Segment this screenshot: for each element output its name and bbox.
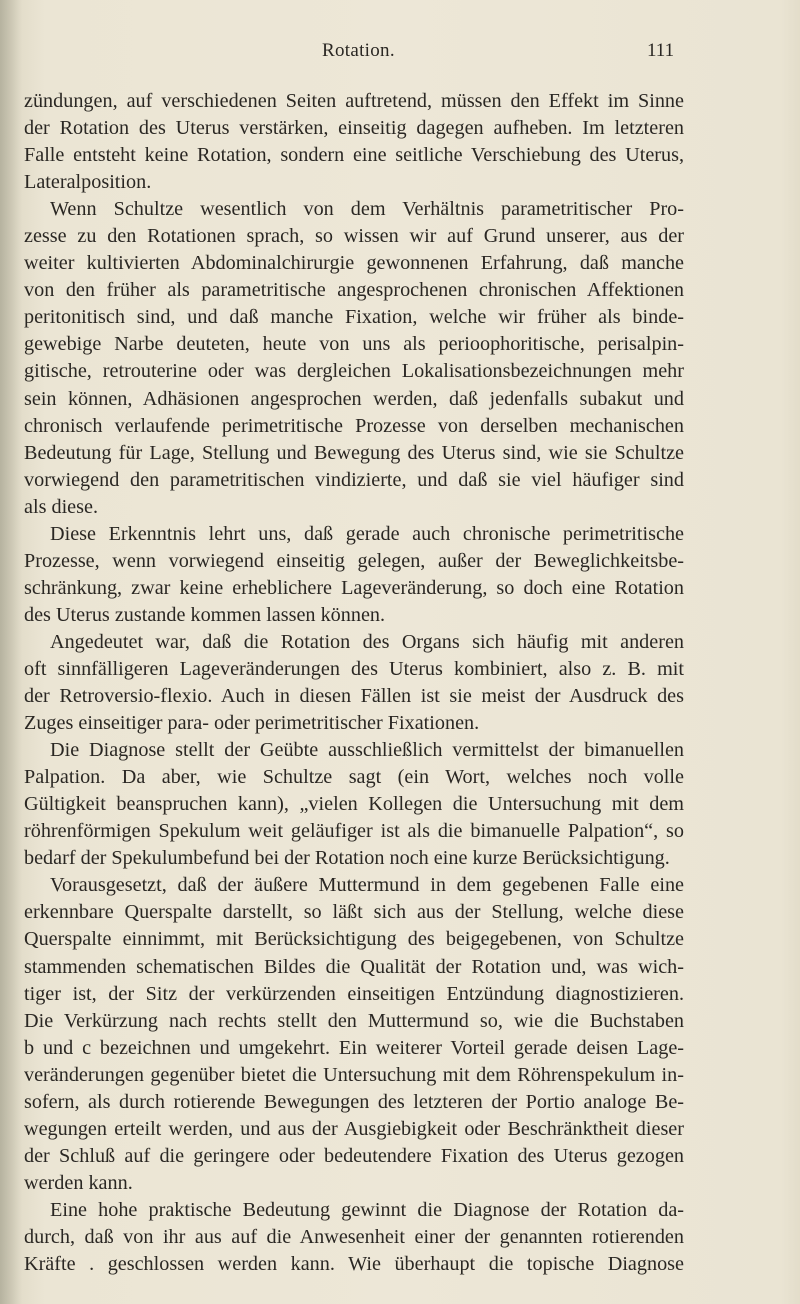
text-line: durch, daß von ihr aus auf die Anwesenheit einer der genannten rotierenden: [24, 1225, 684, 1248]
text-line: der Schluß auf die geringere oder bedeutendere Fixation des Uterus gezogen: [24, 1144, 684, 1167]
text-line: Wenn Schultze wesentlich von dem Verhältnis parametritischer Pro-: [50, 198, 684, 221]
text-line: stammenden schematischen Bildes die Qualität der Rotation und, was wich-: [24, 955, 684, 978]
text-line: Palpation. Da aber, wie Schultze sagt (ein Wort, welches noch volle: [24, 766, 684, 789]
body-text: [24, 88, 684, 1278]
text-line: als diese.: [24, 495, 98, 518]
text-line: von den früher als parametritische angesprochenen chronischen Affektionen: [24, 279, 684, 302]
running-title: Rotation.: [322, 40, 395, 61]
text-line: Angedeutet war, daß die Rotation des Organs sich häufig mit anderen: [50, 630, 684, 653]
text-line: Eine hohe praktische Bedeutung gewinnt die Diagnose der Rotation da-: [50, 1198, 684, 1221]
text-line: sofern, als durch rotierende Bewegungen des letzteren der Portio analoge Be-: [24, 1090, 684, 1113]
text-line: Die Diagnose stellt der Geübte ausschließlich vermittelst der bimanuellen: [50, 739, 684, 762]
text-line: sein können, Adhäsionen angesprochen werden, daß jedenfalls subakut und: [24, 387, 684, 410]
text-line: Vorausgesetzt, daß der äußere Muttermund in dem gegebenen Falle eine: [50, 874, 684, 897]
text-line: bedarf der Spekulumbefund bei der Rotation noch eine kurze Berücksichtigung.: [24, 847, 670, 870]
text-line: Falle entsteht keine Rotation, sondern eine seitliche Verschiebung des Uterus,: [24, 144, 684, 167]
running-head: [0, 40, 800, 70]
text-line: Querspalte einnimmt, mit Berücksichtigung des beigegebenen, von Schultze: [24, 928, 684, 951]
text-line: der Retroversio-flexio. Auch in diesen Fällen ist sie meist der Ausdruck des: [24, 685, 684, 708]
text-line: oft sinnfälligeren Lageveränderungen des Uterus kombiniert, also z. B. mit: [24, 657, 684, 680]
text-line: zesse zu den Rotationen sprach, so wissen wir auf Grund unserer, aus der: [24, 225, 684, 248]
text-line: veränderungen gegenüber bietet die Untersuchung mit dem Röhrenspekulum in-: [24, 1063, 684, 1086]
page-edge-shadow: [0, 0, 22, 1304]
paragraph: [24, 521, 684, 629]
text-line: tiger ist, der Sitz der verkürzenden einseitigen Entzündung diagnostizieren.: [24, 982, 684, 1005]
paragraph: [24, 737, 684, 872]
text-line: b und c bezeichnen und umgekehrt. Ein weiterer Vorteil gerade deisen Lage-: [24, 1036, 684, 1059]
text-line: weiter kultivierten Abdominalchirurgie gewonnenen Erfahrung, daß manche: [24, 252, 684, 275]
text-line: des Uterus zustande kommen lassen können.: [24, 603, 386, 626]
text-line: Diese Erkenntnis lehrt uns, daß gerade auch chronische perimetritische: [50, 522, 684, 545]
paragraph: [24, 872, 684, 1197]
text-line: Lateralposition.: [24, 171, 152, 194]
text-line: wegungen erteilt werden, und aus der Ausgiebigkeit oder Beschränktheit dieser: [24, 1117, 684, 1140]
text-line: chronisch verlaufende perimetritische Prozesse von derselben mechanischen: [24, 414, 684, 437]
text-line: schränkung, zwar keine erheblichere Lageveränderung, so doch eine Rotation: [24, 576, 684, 599]
paragraph: [24, 196, 684, 521]
text-line: Prozesse, wenn vorwiegend einseitig gelegen, außer der Beweglichkeitsbe-: [24, 549, 684, 572]
page-number: 111: [647, 40, 675, 61]
text-line: gitische, retrouterine oder was dergleichen Lokalisationsbezeichnungen mehr: [24, 360, 684, 383]
text-line: zündungen, auf verschiedenen Seiten auftretend, müssen den Effekt im Sinne: [24, 90, 684, 112]
text-line: röhrenförmigen Spekulum weit geläufiger ist als die bimanuelle Palpation“, so: [24, 820, 684, 843]
text-line: Gültigkeit beanspruchen kann), „vielen Kollegen die Untersuchung mit dem: [24, 793, 684, 816]
paragraph: [24, 88, 684, 196]
text-line: der Rotation des Uterus verstärken, einseitig dagegen aufheben. Im letzteren: [24, 117, 684, 140]
text-line: erkennbare Querspalte darstellt, so läßt sich aus der Stellung, welche diese: [24, 901, 684, 924]
text-line: vorwiegend den parametritischen vindizierte, und daß sie viel häufiger sind: [24, 468, 684, 491]
text-line: peritonitisch sind, und daß manche Fixation, welche wir früher als binde-: [24, 306, 684, 329]
text-line: Die Verkürzung nach rechts stellt den Muttermund so, wie die Buchstaben: [24, 1009, 684, 1032]
text-line: gewebige Narbe deuteten, heute von uns als perioophoritische, perisalpin-: [24, 333, 684, 356]
text-line: Kräfte . geschlossen werden kann. Wie überhaupt die topische Diagnose: [24, 1253, 684, 1276]
text-line: Zuges einseitiger para- oder perimetritischer Fixationen.: [24, 712, 480, 735]
text-line: Bedeutung für Lage, Stellung und Bewegung des Uterus sind, wie sie Schultze: [24, 441, 684, 464]
text-line: werden kann.: [24, 1171, 133, 1194]
paragraph: [24, 629, 684, 737]
paragraph: [24, 1197, 684, 1278]
